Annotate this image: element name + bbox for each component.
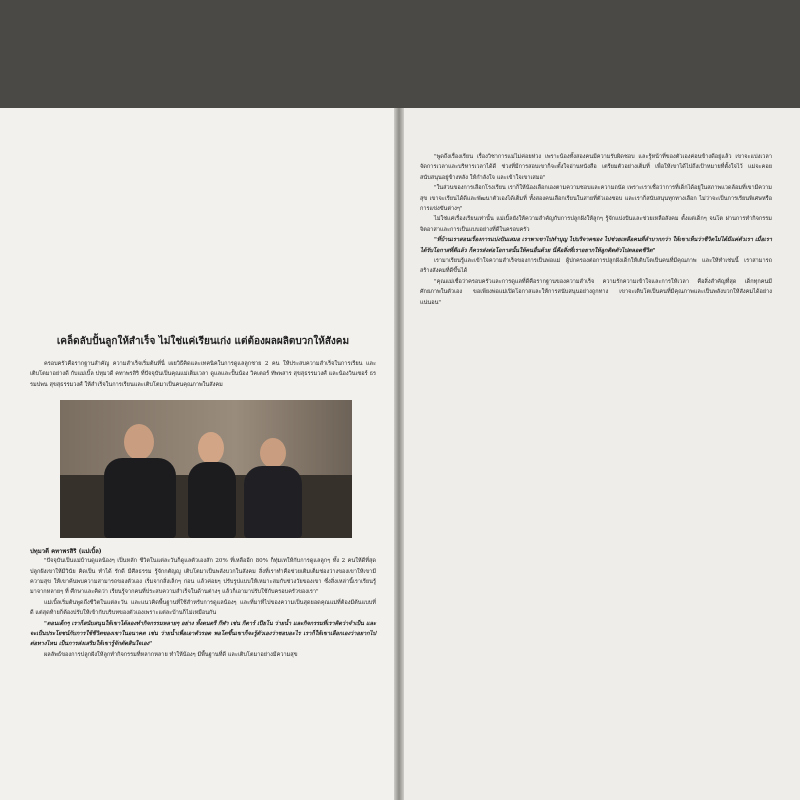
right-paragraph: ไม่ใช่แค่เรื่องเรียนเท่านั้น แม่เบิ้ลยังให้ความสำคัญกับการปลูกฝังให้ลูกๆ รู้จักแบ่งปันและช่วยเหลือสังคม ตั้งแต่เด็กๆ จนโต ผ่านการทำกิจกรรมจิตอาสาและการเป็นแบบอย่างที่ดีในครอบครัว [420,216,772,233]
right-paragraph: "คุณแม่เชื่อว่าครอบครัวและการดูแลที่ดีคือรากฐานของความสำเร็จ ความรักความเข้าใจและการให้เวลา คือสิ่งสำคัญที่สุด เด็กทุกคนมีศักยภาพในตัวเอง ขอเพียงพ่อแม่เปิดโอกาสและให้การสนับสนุนอย่างถูกทาง เขาจะเติบโตเป็นคนที่มีคุณภาพและเป็นพลังบวกให้สังคมได้อย่างแน่นอน" [420,278,772,306]
right-paragraph: เรามาเรียนรู้และเข้าใจความสำเร็จของการเป็นพ่อแม่ ผู้ปกครองต่อการปลูกฝังเด็กให้เติบโตเป็นคนที่มีคุณภาพ และให้ทำเช่นนี้ เราสามารถสร้างสังคมที่ดีขึ้นได้ [420,258,772,275]
book-gutter [394,108,404,800]
left-paragraph: "ตอนเด็กๆ เราก็สนับสนุนให้เขาได้ลองทำกิจกรรมหลายๆ อย่าง ทั้งดนตรี กีฬา เช่น กีตาร์ เปียโน ว่ายน้ำ และกิจกรรมที่เราคิดว่าจำเป็น และจะเป็นประโยชน์กับการใช้ชีวิตของเขาในอนาคต เช่น ว่ายน้ำเพื่อเอาตัวรอด พอโตขึ้นเขาก็จะรู้ตัวเองว่าชอบอะไร เราก็ให้เขาเลือกเองว่าอยากไปต่อทางไหน เป็นการส่งเสริมให้เขารู้จักตัดสินใจเอง" [30,620,376,648]
left-paragraph: แม่เบิ้ลเริ่มต้นพูดถึงชีวิตในแต่ละวัน และแนวคิดพื้นฐานที่ใช้สำหรับการดูแลน้องๆ และที่มาที่ไปของความเป็นสุดยอดคุณแม่ที่ต้องมีต้นแบบที่ดี แต่สุดท้ายก็ต้องปรับให้เข้ากับบริบทของตัวเองเพราะแต่ละบ้านก็ไม่เหมือนกัน [30,599,376,617]
left-page [0,108,394,800]
person-name: ปทุมวดี คทาพรสิริ (แม่เบิ้ล) [30,548,102,556]
right-paragraph: "พูดถึงเรื่องเรียน เรื่องวิชาการแม่ไม่ค่อยห่วง เพราะน้องทั้งสองคนมีความรับผิดชอบ และรู้หน้าที่ของตัวเองค่อนข้างดีอยู่แล้ว เขาจะแบ่งเวลา จัดการเวลาและบริหารเวลาได้ดี ช่วงที่มีการสอบเขาก็จะตั้งใจอ่านหนังสือ เตรียมตัวอย่างเต็มที่ เพื่อให้เขาได้ไปถึงเป้าหมายที่ตั้งใจไว้ แม่จะคอยสนับสนุนอยู่ข้างหลัง ให้กำลังใจ และเข้าใจเขาเสมอ" [420,154,772,181]
article-title: เคล็ดลับปั้นลูกให้สำเร็จ ไม่ใช่แค่เรียนเก่ง แต่ต้องผลผลิตบวกให้สังคม [56,336,350,347]
right-paragraph: "ที่บ้านเราสอนเรื่องการแบ่งปันเสมอ เราพาเขาไปทำบุญ ไปบริจาคของ ไปช่วยเหลือคนที่ลำบากกว่า ให้เขาเห็นว่าชีวิตไม่ได้มีแค่ตัวเรา เมื่อเราได้รับโอกาสที่ดีแล้ว ก็ควรส่งต่อโอกาสนั้นให้คนอื่นด้วย นี่คือสิ่งที่เราอยากให้ลูกติดตัวไปตลอดชีวิต" [420,237,772,254]
intro-paragraph: ครอบครัวคือรากฐานสำคัญ ความสำเร็จเริ่มต้นที่นี่ เผยวิธีคิดและเทคนิคในการดูแลลูกชาย 2 คน ให้ประสบความสำเร็จในการเรียน และเติบโตมาอย่างดี กับแม่เบิ้ล ปทุมวดี คทาพรสิริ ที่ปัจจุบันเป็นคุณแม่เต็มเวลา ดูแลและปั้นน้อง วิคเตอร์ ทัพพสาร สุขสุธรรมวงศ์ และน้องวินเซอร์ ธรรมปพน สุขสุธรรมวงศ์ ให้สำเร็จในการเรียนและเติบโตมาเป็นคนคุณภาพในสังคม [30,361,376,388]
family-photo [60,400,352,538]
left-paragraph: "ปัจจุบันเป็นแม่บ้านดูแลน้องๆ เป็นหลัก ชีวิตในแต่ละวันก็ดูแลตัวเองสัก 20% ที่เหลืออีก 80% ก็ทุ่มเทให้กับการดูแลลูกๆ ทั้ง 2 คนให้ดีที่สุด ปลูกฝังเขาให้มีวินัย คิดเป็น ทำได้ รักดี มีศีลธรรม รู้จักกตัญญู เติบโตมาเป็นพลังบวกในสังคม สิ่งที่เราทำคือช่วยเติมเต็มช่องว่างของเขาให้เขามีความสุข ให้เขาค้นพบความสามารถของตัวเอง เริ่มจากสิ่งเล็กๆ ก่อน แล้วค่อยๆ ปรับรูปแบบให้เหมาะสมกับช่วงวัยของเขา ซึ่งสิ่งเหล่านี้เราเรียนรู้มาจากหลายๆ ที่ ศึกษาและคิดว่า เรียนรู้จากคนที่ประสบความสำเร็จในด้านต่างๆ แล้วก็เอามาปรับใช้กับครอบครัวของเรา" [30,558,376,596]
left-paragraph: ผลลัพธ์ของการปลูกฝังให้ลูกทำกิจกรรมที่หลากหลาย ทำให้น้องๆ มีพื้นฐานที่ดี และเติบโตมาอย่างมีความสุข [44,651,298,658]
right-page [404,108,800,800]
right-paragraph: "ในส่วนของการเลือกโรงเรียน เราก็ให้น้องเลือกเองตามความชอบและความถนัด เพราะเราเชื่อว่าการที่เด็กได้อยู่ในสภาพแวดล้อมที่เขามีความสุข เขาจะเรียนได้ดีและพัฒนาตัวเองได้เต็มที่ ทั้งสองคนเลือกเรียนในสายที่ตัวเองชอบ และเราก็สนับสนุนทุกทางเลือก ไม่ว่าจะเป็นการเรียนพิเศษหรือการแข่งขันต่างๆ" [420,185,772,213]
